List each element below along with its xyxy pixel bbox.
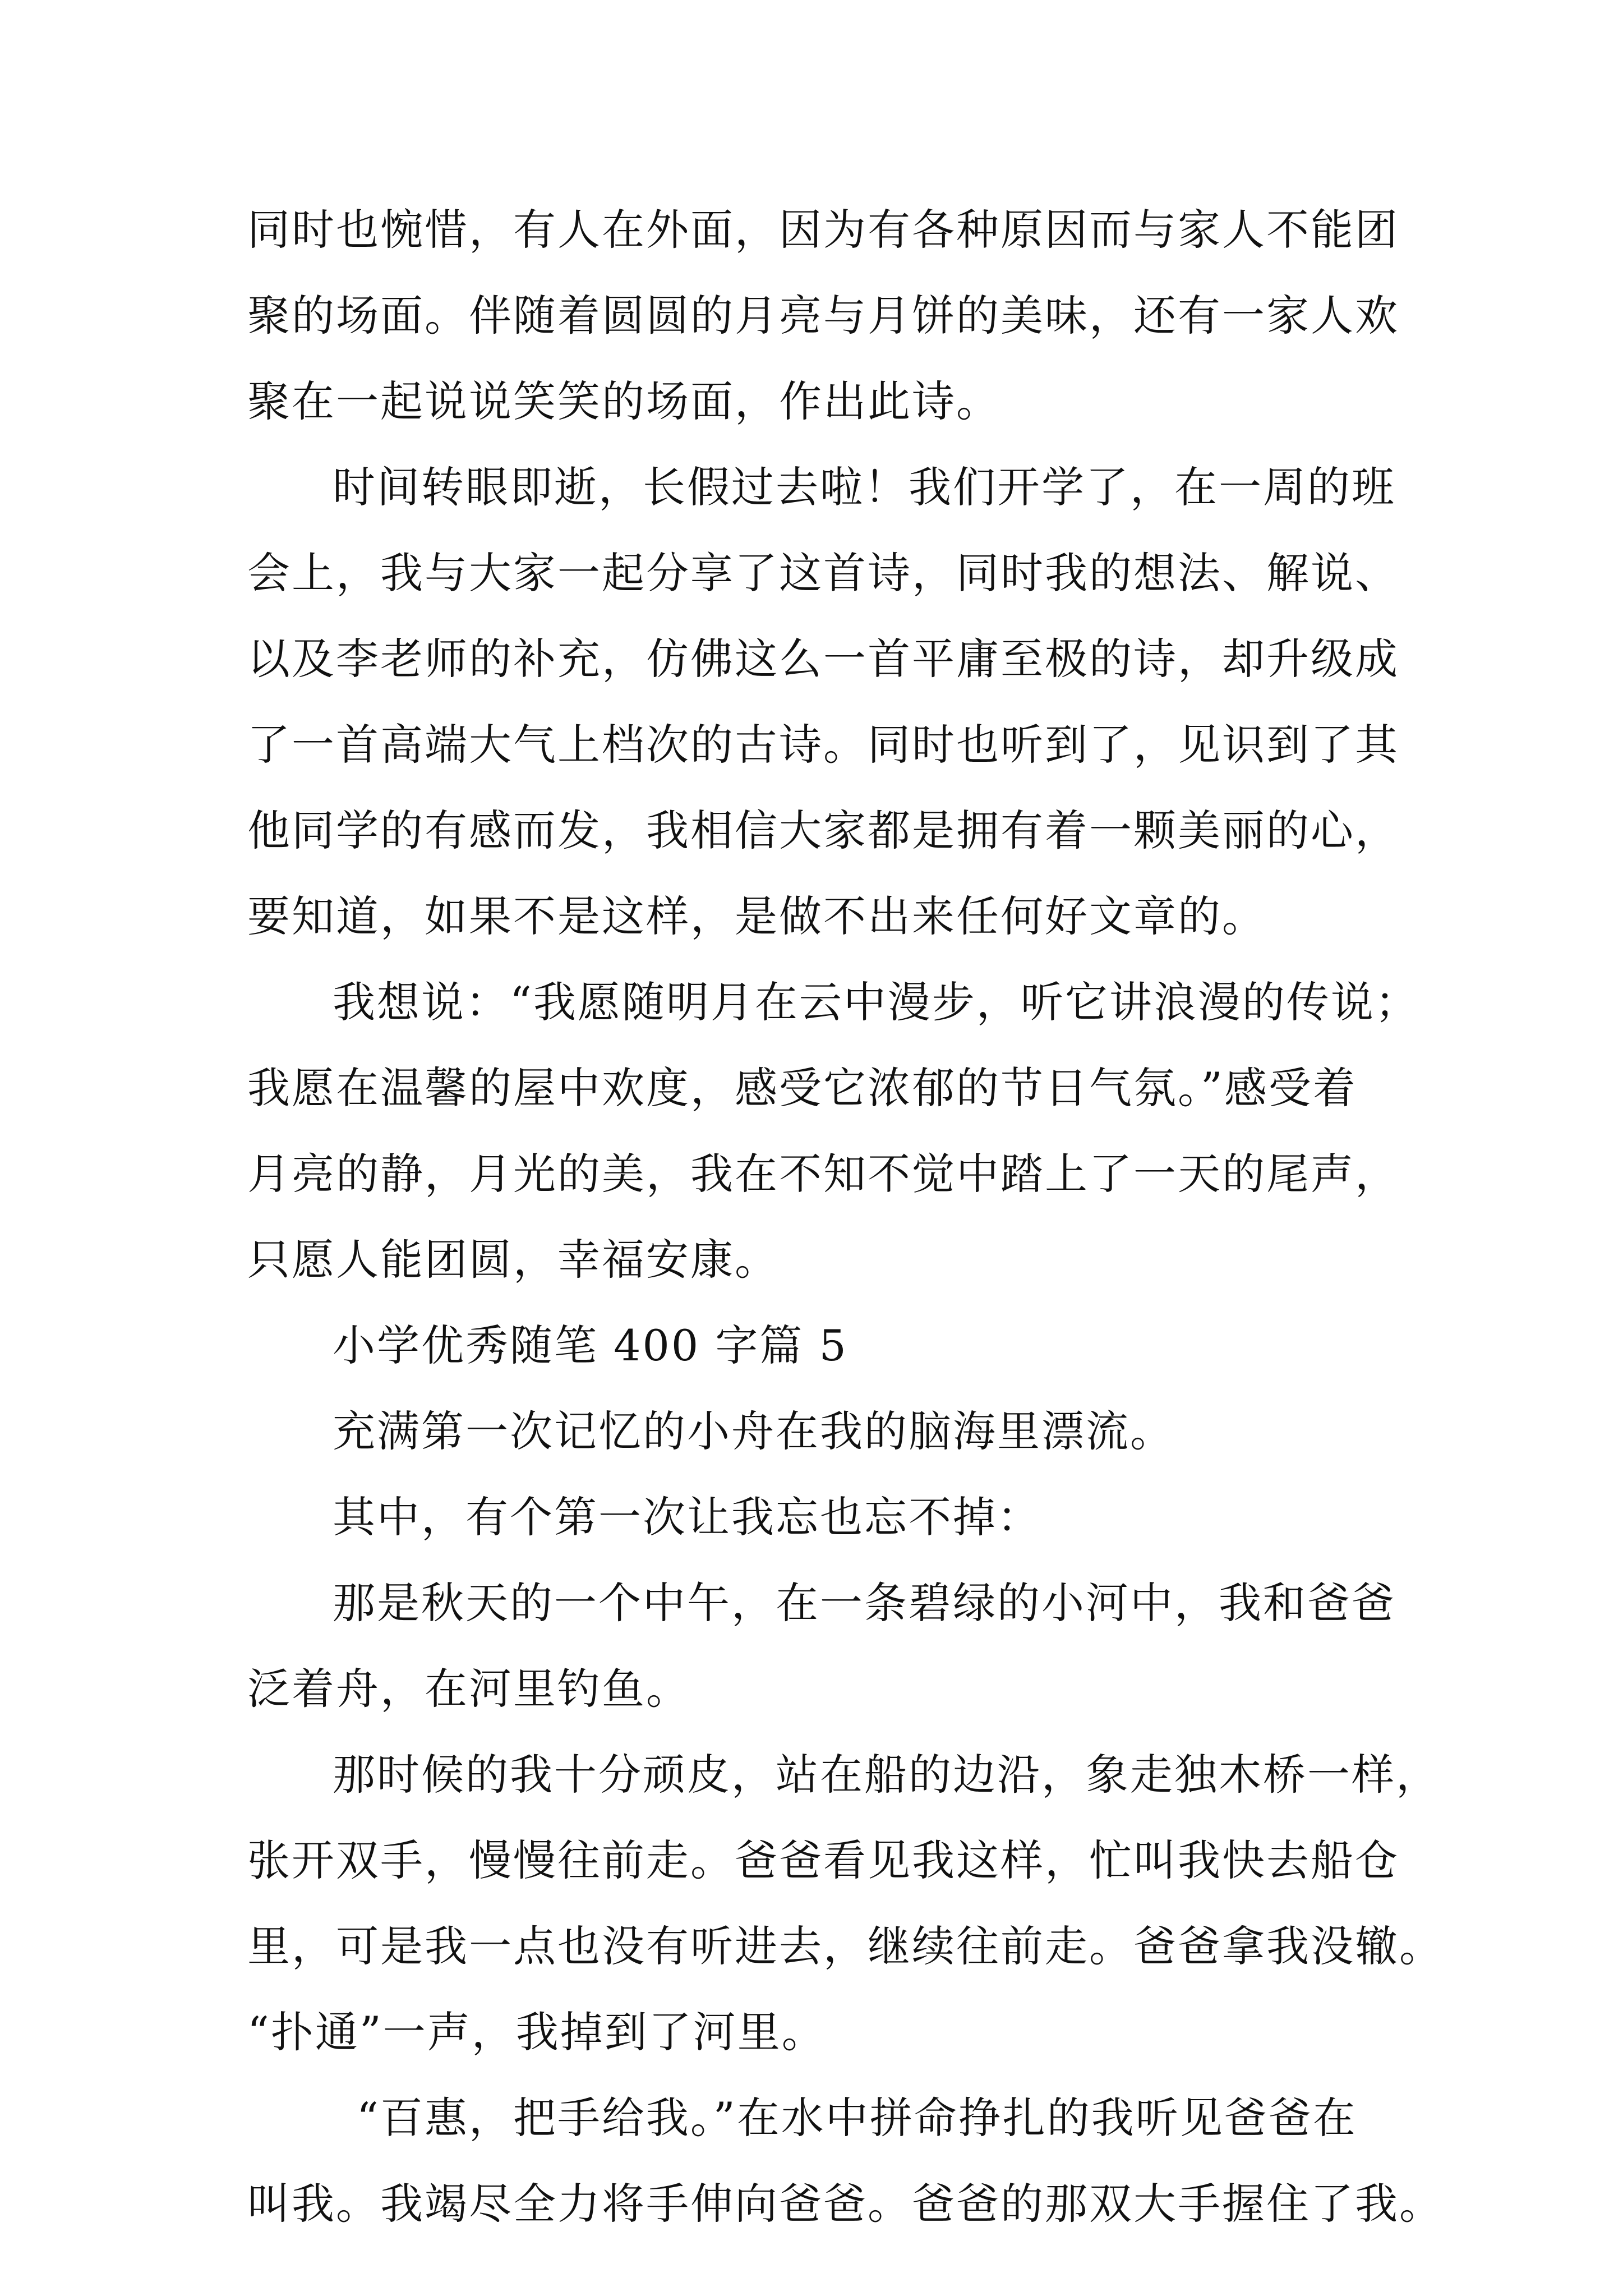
text-line: “扑通”一声，我掉到了河里。 <box>247 2007 826 2057</box>
paragraph-start-line: 那是秋天的一个中午，在一条碧绿的小河中，我和爸爸 <box>333 1578 1396 1628</box>
paragraph-start-line: 那时候的我十分顽皮，站在船的边沿，象走独木桥一样， <box>333 1750 1440 1800</box>
paragraph-start-line: 充满第一次记忆的小舟在我的脑海里漂流。 <box>333 1406 1174 1456</box>
text-line: 聚在一起说说笑笑的场面，作出此诗。 <box>247 376 1000 426</box>
text-line: 月亮的静，月光的美，我在不知不觉中踏上了一天的尾声， <box>247 1149 1399 1199</box>
paragraph-start-line: “百惠，把手给我。”在水中拼命挣扎的我听见爸爸在 <box>357 2093 1357 2143</box>
text-line: 同时也惋惜，有人在外面，因为有各种原因而与家人不能团 <box>247 205 1399 255</box>
text-line: 叫我。我竭尽全力将手伸向爸爸。爸爸的那双大手握住了我。 <box>247 2179 1444 2229</box>
text-line: 会上，我与大家一起分享了这首诗，同时我的想法、解说、 <box>247 548 1399 598</box>
paragraph-start-line: 时间转眼即逝，长假过去啦！我们开学了，在一周的班 <box>333 462 1396 512</box>
text-line: 聚的场面。伴随着圆圆的月亮与月饼的美味，还有一家人欢 <box>247 291 1399 341</box>
text-line: 泛着舟，在河里钓鱼。 <box>247 1664 690 1714</box>
text-line: 只愿人能团圆，幸福安康。 <box>247 1235 779 1285</box>
text-line: 以及李老师的补充，仿佛这么一首平庸至极的诗，却升级成 <box>247 634 1399 684</box>
section-heading: 小学优秀随笔 400 字篇 5 <box>333 1320 848 1370</box>
paragraph-start-line: 我想说：“我愿随明月在云中漫步，听它讲浪漫的传说； <box>333 977 1419 1027</box>
text-line: 张开双手，慢慢往前走。爸爸看见我这样，忙叫我快去船仓 <box>247 1835 1399 1885</box>
text-line: 了一首高端大气上档次的古诗。同时也听到了，见识到了其 <box>247 720 1399 770</box>
text-line: 要知道，如果不是这样，是做不出来任何好文章的。 <box>247 891 1266 941</box>
paragraph-start-line: 其中，有个第一次让我忘也忘不掉： <box>333 1492 1041 1542</box>
text-line: 他同学的有感而发，我相信大家都是拥有着一颗美丽的心， <box>247 806 1399 855</box>
document-body <box>247 204 1444 2264</box>
text-line: 我愿在温馨的屋中欢度，感受它浓郁的节日气氛。”感受着 <box>247 1063 1357 1113</box>
text-line: 里，可是我一点也没有听进去，继续往前走。爸爸拿我没辙。 <box>247 1921 1444 1971</box>
